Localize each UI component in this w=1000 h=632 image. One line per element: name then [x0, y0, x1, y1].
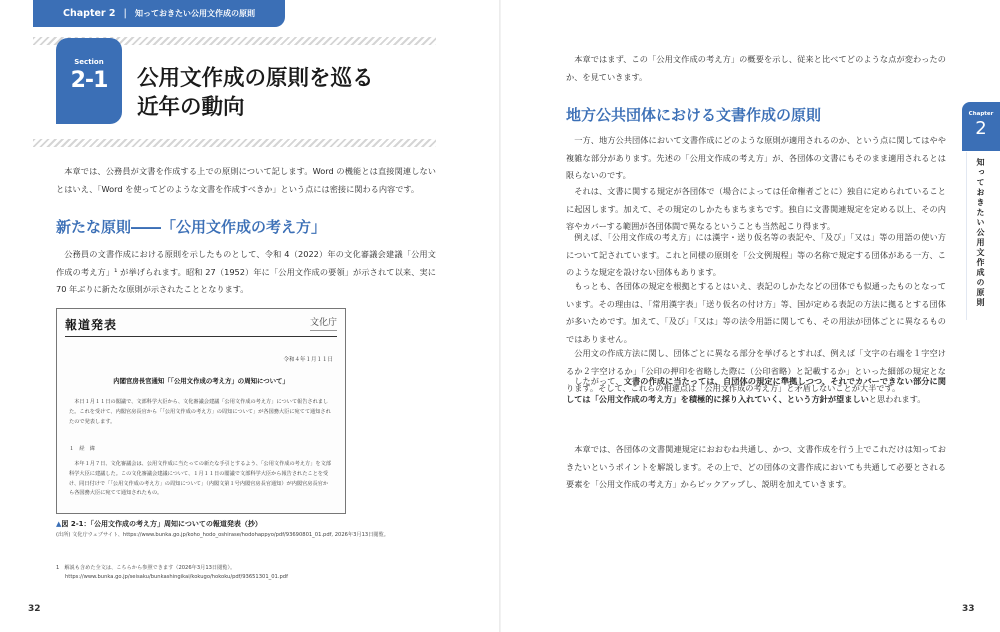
agency-logo: 文化庁 — [310, 315, 337, 331]
intro-paragraph: 本章では、公務員が文書を作成する上での原則について記します。Word の機能とは直接関連しないとはいえ、「Word を使ってどのような文書を作成すべきか」という点には密接に関わる内容です。 — [56, 166, 436, 194]
press-release-subject: 内閣官房長官通知「「公用文作成の考え方」の周知について」 — [113, 377, 289, 385]
right-paragraph-2: 一方、地方公共団体において文書作成にどのような原則が適用されるのか、という点に関してはやや複雑な部分があります。先述の「公用文作成の考え方」が、各団体の文書にもそのまま適用されるとは限らないのです。 — [566, 135, 946, 181]
decorative-stripe-bottom — [33, 139, 436, 147]
figure-source: (出所) 文化庁ウェブサイト、https://www.bunka.go.jp/koho_hodo_oshirase/hodohappyo/pdf/93690801_01.pdf, 2026年3月13日閲覧。 — [56, 532, 389, 538]
footnote-number: 1 — [56, 565, 60, 571]
figure-caption-text: 図 2-1：「公用文作成の考え方」周知についての報道発表（抄） — [61, 520, 262, 528]
chapter-label: Chapter 2 — [63, 8, 116, 19]
new-rule-paragraph: 公務員の文書作成における原則を示したものとして、令和 4（2022）年の文化審議会建議「公用文作成の考え方」¹ が挙げられます。昭和 27（1952）年に「公用文作成の要領」が示されて以来、実に 70 年ぶりに新たな原則が示されたこととなります。 — [56, 249, 436, 295]
press-release-body-2: 本年１月７日、文化審議会は、公用文作成に当たっての新たな手引とするよう、「公用文作成の考え方」を文部科学大臣に建議した。この文化審議会建議について、１月１１日の閣議で文部科学大臣から報告されたことを受け、同日付けで「「公用文作成の考え方」の周知について」（内閣文第１号内閣官房長官通知）が内閣官房長官から各国務大臣に宛てて通知されたもの。 — [69, 461, 331, 497]
section-label: Section — [74, 58, 104, 66]
right-paragraph-4: 例えば、「公用文作成の考え方」には漢字・送り仮名等の表記や、「及び」「又は」等の用語の使い方について記されています。これと同様の原則を「公文例規程」等の名称で規定する団体がある一方、このような規定を設けない団体もあります。 — [566, 232, 946, 278]
heading-local-government: 地方公共団体における文書作成の原則 — [566, 106, 822, 124]
press-release-body-1: 本日１月１１日の閣議で、文部科学大臣から、文化審議会建議「公用文作成の考え方」について報告されました。これを受けて、内閣官房長官から「「公用文作成の考え方」の周知について」が各国務大臣に宛てて通知されたので発表します。 — [69, 399, 331, 425]
right-paragraph-3: それは、文書に関する規定が各団体で（場合によっては任命権者ごとに）独自に定められていることに起因します。加えて、その規定のしかたもまちまちです。独自に文書関連規定を定める以上、その内容やカバーする範囲が各団体間で異なるということも当然起こり得ます。 — [566, 186, 946, 232]
press-release-title: 報道発表 — [65, 318, 118, 332]
page-number-right: 33 — [962, 604, 975, 614]
side-chapter-title: 知っておきたい公用文作成の原則 — [976, 158, 985, 308]
para7-post: と思われます。 — [868, 393, 926, 404]
section-number: 2-1 — [70, 68, 108, 93]
section-badge — [56, 38, 122, 124]
right-paragraph-6: 公用文の作成方法に関し、団体ごとに異なる部分を挙げるとすれば、例えば「文字の右端を１字空けるか２字空けるか」「公印の押印を省略した際に（公印省略）と記載するか」といった細部の規定となります。そして、これらの相違点は「公用文作成の考え方」と矛盾しないことが大半です。 — [566, 348, 946, 394]
book-gutter — [499, 0, 501, 632]
section-title — [137, 64, 437, 122]
caption-triangle-icon: ▲ — [56, 520, 62, 528]
side-tab-number: 2 — [975, 118, 987, 139]
side-chapter-tab — [962, 102, 1000, 151]
page-number-left: 32 — [28, 604, 41, 614]
right-paragraph-5: もっとも、各団体の規定を根拠とするとはいえ、表記のしかたなどの団体でも似通ったものとなっています。その理由は、「常用漢字表」「送り仮名の付け方」等、国が定める表記の方法に拠るとする団体が多いためです。加えて、「及び」「又は」等の法令用語に関しても、その用法が団体ごとに異なるものではありません。 — [566, 281, 946, 344]
right-paragraph-7 — [566, 373, 946, 408]
footnote-url: https://www.bunka.go.jp/seisaku/bunkashingikai/kokugo/hokoku/pdf/93651301_01.pdf — [65, 574, 288, 580]
heading-new-rule: 新たな原則――「公用文作成の考え方」 — [56, 218, 327, 236]
right-paragraph-1: 本章ではまず、この「公用文作成の考え方」の概要を示し、従来と比べてどのような点が変わったのか、を見ていきます。 — [566, 54, 946, 82]
chapter-header-tab — [33, 0, 285, 27]
press-release-date: 令和４年１月１１日 — [283, 357, 333, 363]
footnote — [56, 564, 288, 582]
section-title-line1: 公用文作成の原則を巡る — [137, 66, 374, 91]
side-chapter-title-box — [966, 152, 994, 320]
press-release-rule — [65, 336, 337, 337]
figure-caption — [56, 519, 262, 529]
chapter-title: 知っておきたい公用文作成の原則 — [135, 9, 256, 18]
para7-pre: したがって、 — [574, 376, 624, 386]
right-paragraph-8: 本章では、各団体の文書関連規定におおむね共通し、かつ、文書作成を行う上でこれだけは知っておきたいというポイントを解説します。その上で、どの団体の文書作成においても共通して必要とされる要素を「公用文作成の考え方」からピックアップし、説明を加えていきます。 — [566, 444, 946, 490]
press-release-figure — [56, 308, 346, 514]
press-release-section: １ 経 緯 — [69, 446, 95, 452]
footnote-text: 解説も含めた全文は、こちらから参照できます（2026年3月13日閲覧）。 — [64, 565, 236, 571]
para7-bold: 文書の作成に当たっては、自団体の規定に準拠しつつ、それでカバーできない部分に関しては「公用文作成の考え方」を積極的に採り入れていく、という方針が望ましい — [566, 376, 946, 404]
side-tab-label: Chapter — [968, 111, 994, 117]
section-title-line2: 近年の動向 — [137, 95, 245, 120]
chapter-separator: | — [123, 8, 128, 19]
